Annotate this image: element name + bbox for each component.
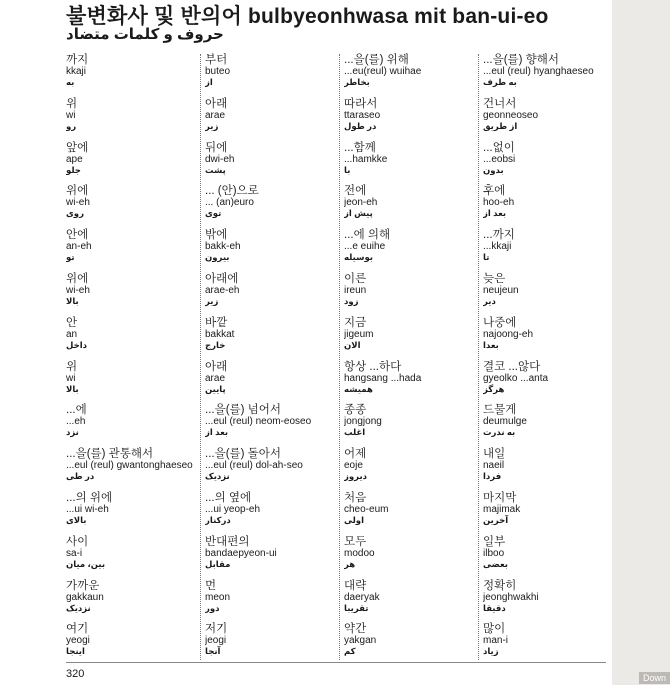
column-divider xyxy=(478,54,479,660)
persian-translation: بدون xyxy=(483,164,504,175)
korean-word: 결코 ...않다 xyxy=(483,360,541,373)
korean-word: 후에 xyxy=(483,185,506,198)
persian-translation: دیر xyxy=(483,295,496,306)
vocab-entry xyxy=(66,52,200,96)
persian-translation: زیر xyxy=(205,295,219,306)
persian-translation: اینجا xyxy=(66,646,85,657)
korean-word: 늦은 xyxy=(483,272,506,285)
romanization: ...kkaji xyxy=(483,241,512,253)
korean-word: 위에 xyxy=(66,185,89,198)
vocab-entry xyxy=(205,271,339,315)
vocab-entry xyxy=(483,315,617,359)
korean-word: 여기 xyxy=(66,623,89,636)
vocab-entry xyxy=(344,402,478,446)
persian-translation: توی xyxy=(205,208,222,219)
vocab-entry xyxy=(344,96,478,140)
korean-word: 반대편의 xyxy=(205,535,250,548)
persian-translation: رو xyxy=(66,120,77,131)
korean-word: 모두 xyxy=(344,535,367,548)
vocab-entry xyxy=(483,52,617,96)
vocab-entry xyxy=(205,96,339,140)
vocab-entry xyxy=(66,271,200,315)
korean-word: ...까지 xyxy=(483,229,515,242)
persian-translation: زود xyxy=(344,295,359,306)
vocab-entry xyxy=(344,490,478,534)
persian-translation: بیرون xyxy=(205,252,230,263)
persian-translation: به طرف xyxy=(483,77,517,87)
vocab-entry xyxy=(483,534,617,578)
vocabulary-column xyxy=(205,52,339,665)
romanization: hoo-eh xyxy=(483,197,515,209)
vocab-entry xyxy=(66,96,200,140)
korean-word: 까지 xyxy=(66,54,89,66)
persian-translation: از طریق xyxy=(483,120,518,131)
romanization: bakkat xyxy=(205,328,235,340)
vocab-entry xyxy=(483,359,617,403)
vocab-entry xyxy=(66,227,200,271)
korean-word: 나중에 xyxy=(483,316,517,329)
romanization: arae xyxy=(205,109,226,121)
vocab-entry xyxy=(483,402,617,446)
vocab-entry xyxy=(205,183,339,227)
romanization: an-eh xyxy=(66,241,92,253)
persian-translation: دقیقا xyxy=(483,602,506,613)
korean-word: ...을(를) 향해서 xyxy=(483,54,559,66)
korean-word: 많이 xyxy=(483,623,506,636)
vocab-entry xyxy=(205,490,339,534)
page-number: 320 xyxy=(66,668,85,680)
romanization: jeogi xyxy=(205,635,227,647)
korean-word: 드물게 xyxy=(483,404,517,417)
persian-translation: به xyxy=(66,77,75,87)
romanization: kkaji xyxy=(66,66,87,77)
romanization: ...eu(reul) wuihae xyxy=(344,66,422,77)
romanization: majimak xyxy=(483,503,521,515)
persian-translation: در طول xyxy=(344,120,377,131)
korean-word: 안 xyxy=(66,316,78,329)
romanization: ireun xyxy=(344,284,367,296)
vocab-entry xyxy=(344,271,478,315)
korean-word: ...없이 xyxy=(483,141,515,154)
vocab-entry xyxy=(344,621,478,665)
persian-translation: اولی xyxy=(344,514,364,525)
vocab-entry xyxy=(66,578,200,622)
korean-word: 앞에 xyxy=(66,141,89,154)
vocab-entry xyxy=(344,359,478,403)
vocab-entry xyxy=(205,621,339,665)
romanization: ...hamkke xyxy=(344,153,388,165)
page-title: 불변화사 및 반의어 bulbyeonhwasa mit ban-ui-eo xyxy=(66,5,549,28)
vocab-entry xyxy=(66,534,200,578)
korean-word: 안에 xyxy=(66,229,89,242)
vocab-entry xyxy=(205,446,339,490)
romanization: ...eh xyxy=(66,416,86,428)
vocab-entry xyxy=(483,183,617,227)
romanization: dwi-eh xyxy=(205,153,235,165)
romanization: daeryak xyxy=(344,591,380,603)
persian-translation: مقابل xyxy=(205,558,231,569)
persian-translation: بعد از xyxy=(205,427,229,438)
romanization: ...ui yeop-eh xyxy=(205,503,261,515)
page-edge xyxy=(612,0,670,685)
korean-word: 종종 xyxy=(344,404,367,417)
persian-translation: بین، میان xyxy=(66,558,106,569)
romanization: jongjong xyxy=(344,416,382,428)
persian-translation: اغلب xyxy=(344,427,366,438)
vocab-entry xyxy=(483,490,617,534)
persian-translation: درکنار xyxy=(205,514,231,525)
korean-word: ...을(를) 관통해서 xyxy=(66,448,154,461)
korean-word: 지금 xyxy=(344,316,367,329)
romanization: ...eul (reul) dol-ah-seo xyxy=(205,460,303,472)
romanization: jigeum xyxy=(344,328,374,340)
persian-translation: بالای xyxy=(66,514,87,525)
vocab-entry xyxy=(205,227,339,271)
persian-translation: نزد xyxy=(66,427,79,438)
persian-translation: بالا xyxy=(66,383,79,394)
persian-translation: داخل xyxy=(66,339,87,350)
korean-word: ...을(를) 위해 xyxy=(344,54,409,66)
romanization: ...ui wi-eh xyxy=(66,503,109,515)
romanization: arae-eh xyxy=(205,284,240,296)
romanization: modoo xyxy=(344,547,375,559)
persian-translation: پایین xyxy=(205,383,226,394)
footer-rule xyxy=(66,662,606,663)
romanization: wi xyxy=(66,372,76,384)
persian-translation: فردا xyxy=(483,471,502,482)
korean-word: 저기 xyxy=(205,623,228,636)
korean-word: 대략 xyxy=(344,579,367,592)
korean-word: 위 xyxy=(66,97,78,110)
vocabulary-grid xyxy=(66,52,606,660)
persian-translation: جلو xyxy=(66,164,81,175)
korean-word: 바깥 xyxy=(205,316,228,329)
persian-translation: بعدا xyxy=(483,339,499,350)
persian-translation: همیشه xyxy=(344,383,373,394)
vocab-entry xyxy=(344,446,478,490)
korean-word: 뒤에 xyxy=(205,141,228,154)
vocab-entry xyxy=(205,315,339,359)
romanization: wi xyxy=(66,109,76,121)
romanization: ape xyxy=(66,153,83,165)
vocab-entry xyxy=(66,490,200,534)
romanization: eoje xyxy=(344,460,363,472)
vocab-entry xyxy=(205,402,339,446)
vocab-entry xyxy=(344,315,478,359)
vocabulary-column xyxy=(483,52,617,665)
persian-translation: الان xyxy=(344,339,361,350)
romanization: najoong-eh xyxy=(483,328,534,340)
persian-translation: هرگز xyxy=(483,383,505,394)
persian-translation: در طی xyxy=(66,471,95,482)
romanization: ...eul (reul) gwantonghaeseo xyxy=(66,460,193,472)
vocab-entry xyxy=(205,534,339,578)
vocab-entry xyxy=(483,96,617,140)
romanization: ...eul (reul) neom-eoseo xyxy=(205,416,312,428)
korean-word: 아래에 xyxy=(205,272,239,285)
vocab-entry xyxy=(483,140,617,184)
vocab-entry xyxy=(344,534,478,578)
persian-translation: بعضی xyxy=(483,558,508,569)
persian-translation: تا xyxy=(483,252,490,263)
korean-word: ...에 xyxy=(66,404,87,417)
vocab-entry xyxy=(344,52,478,96)
romanization: deumulge xyxy=(483,416,527,428)
persian-translation: تقریبا xyxy=(344,602,369,613)
romanization: naeil xyxy=(483,460,505,472)
korean-word: 밖에 xyxy=(205,229,228,242)
romanization: cheo-eum xyxy=(344,503,389,515)
vocab-entry xyxy=(66,621,200,665)
romanization: gyeolko ...anta xyxy=(483,372,549,384)
vocab-entry xyxy=(66,359,200,403)
persian-translation: کم xyxy=(344,646,356,657)
vocab-entry xyxy=(344,183,478,227)
vocabulary-column xyxy=(66,52,200,665)
persian-translation: آخرین xyxy=(483,514,509,525)
korean-word: 정확히 xyxy=(483,579,517,592)
persian-translation: نزدیک xyxy=(66,602,91,613)
korean-word: 약간 xyxy=(344,623,367,636)
romanization: wi-eh xyxy=(66,284,90,296)
column-divider xyxy=(339,54,340,660)
persian-translation: بالا xyxy=(66,295,79,306)
romanization: ilboo xyxy=(483,547,505,559)
romanization: ...eul (reul) hyanghaeseo xyxy=(483,66,594,77)
persian-translation: دیروز xyxy=(344,471,368,482)
romanization: jeonghwakhi xyxy=(483,591,539,603)
korean-word: 어제 xyxy=(344,448,367,461)
korean-word: 건너서 xyxy=(483,97,517,110)
romanization: yeogi xyxy=(66,635,90,647)
persian-translation: با xyxy=(344,164,351,175)
korean-word: 처음 xyxy=(344,491,367,504)
korean-word: 전에 xyxy=(344,185,367,198)
romanization: jeon-eh xyxy=(344,197,378,209)
korean-word: ...의 위에 xyxy=(66,491,113,504)
romanization: buteo xyxy=(205,66,231,77)
korean-word: 사이 xyxy=(66,535,89,548)
romanization: ...eobsi xyxy=(483,153,516,165)
romanization: ttaraseo xyxy=(344,109,381,121)
romanization: sa-i xyxy=(66,547,83,559)
page-subtitle: حروف و کلمات متضاد xyxy=(66,26,224,43)
vocab-entry xyxy=(205,52,339,96)
vocab-entry xyxy=(66,140,200,184)
romanization: yakgan xyxy=(344,635,377,647)
persian-translation: تو xyxy=(66,252,75,263)
romanization: ... (an)euro xyxy=(205,197,254,209)
korean-word: 위 xyxy=(66,360,78,373)
korean-word: 위에 xyxy=(66,272,89,285)
vocabulary-column xyxy=(344,52,478,665)
korean-word: ...에 의해 xyxy=(344,229,391,242)
korean-word: 아래 xyxy=(205,360,228,373)
persian-translation: نزدیک xyxy=(205,471,230,482)
vocab-entry xyxy=(483,621,617,665)
korean-word: 따라서 xyxy=(344,97,378,110)
romanization: hangsang ...hada xyxy=(344,372,422,384)
vocab-entry xyxy=(344,140,478,184)
vocab-entry xyxy=(66,183,200,227)
romanization: meon xyxy=(205,591,231,603)
persian-translation: بعد از xyxy=(483,208,507,219)
romanization: geonneoseo xyxy=(483,109,539,121)
romanization: neujeun xyxy=(483,284,519,296)
persian-translation: آنجا xyxy=(205,646,221,657)
column-divider xyxy=(200,54,201,660)
persian-translation: بخاطر xyxy=(344,77,370,87)
korean-word: 가까운 xyxy=(66,579,100,592)
korean-word: 일부 xyxy=(483,535,506,548)
persian-translation: خارج xyxy=(205,339,226,350)
vocab-entry xyxy=(66,402,200,446)
vocab-entry xyxy=(344,227,478,271)
korean-word: ... (안)으로 xyxy=(205,185,259,198)
korean-word: 내일 xyxy=(483,448,506,461)
romanization: bakk-eh xyxy=(205,241,241,253)
romanization: gakkaun xyxy=(66,591,104,603)
vocab-entry xyxy=(483,446,617,490)
korean-word: 항상 ...하다 xyxy=(344,360,402,373)
persian-translation: روی xyxy=(66,208,84,219)
vocab-entry xyxy=(344,578,478,622)
vocab-entry xyxy=(66,446,200,490)
korean-word: 먼 xyxy=(205,579,217,592)
persian-translation: زیاد xyxy=(483,646,499,657)
korean-word: 마지막 xyxy=(483,491,517,504)
vocab-entry xyxy=(483,578,617,622)
romanization: ...e euihe xyxy=(344,241,386,253)
vocab-entry xyxy=(205,359,339,403)
vocab-entry xyxy=(483,227,617,271)
korean-word: ...을(를) 넘어서 xyxy=(205,404,281,417)
korean-word: ...의 옆에 xyxy=(205,491,252,504)
romanization: man-i xyxy=(483,635,509,647)
persian-translation: دور xyxy=(205,602,220,613)
vocab-entry xyxy=(205,140,339,184)
korean-word: 부터 xyxy=(205,54,228,66)
persian-translation: پیش از xyxy=(344,208,373,219)
romanization: arae xyxy=(205,372,226,384)
vocab-entry xyxy=(483,271,617,315)
persian-translation: از xyxy=(205,77,213,87)
persian-translation: هر xyxy=(344,558,356,569)
korean-word: ...을(를) 돌아서 xyxy=(205,448,281,461)
vocab-entry xyxy=(66,315,200,359)
korean-word: 이른 xyxy=(344,272,367,285)
persian-translation: به ندرت xyxy=(483,427,516,438)
korean-word: ...함께 xyxy=(344,141,376,154)
romanization: wi-eh xyxy=(66,197,90,209)
persian-translation: زیر xyxy=(205,120,219,131)
romanization: bandaepyeon-ui xyxy=(205,547,277,559)
korean-word: 아래 xyxy=(205,97,228,110)
watermark: Down xyxy=(639,672,670,684)
romanization: an xyxy=(66,328,78,340)
persian-translation: بوسیله xyxy=(344,252,373,263)
persian-translation: پشت xyxy=(205,164,226,175)
vocab-entry xyxy=(205,578,339,622)
